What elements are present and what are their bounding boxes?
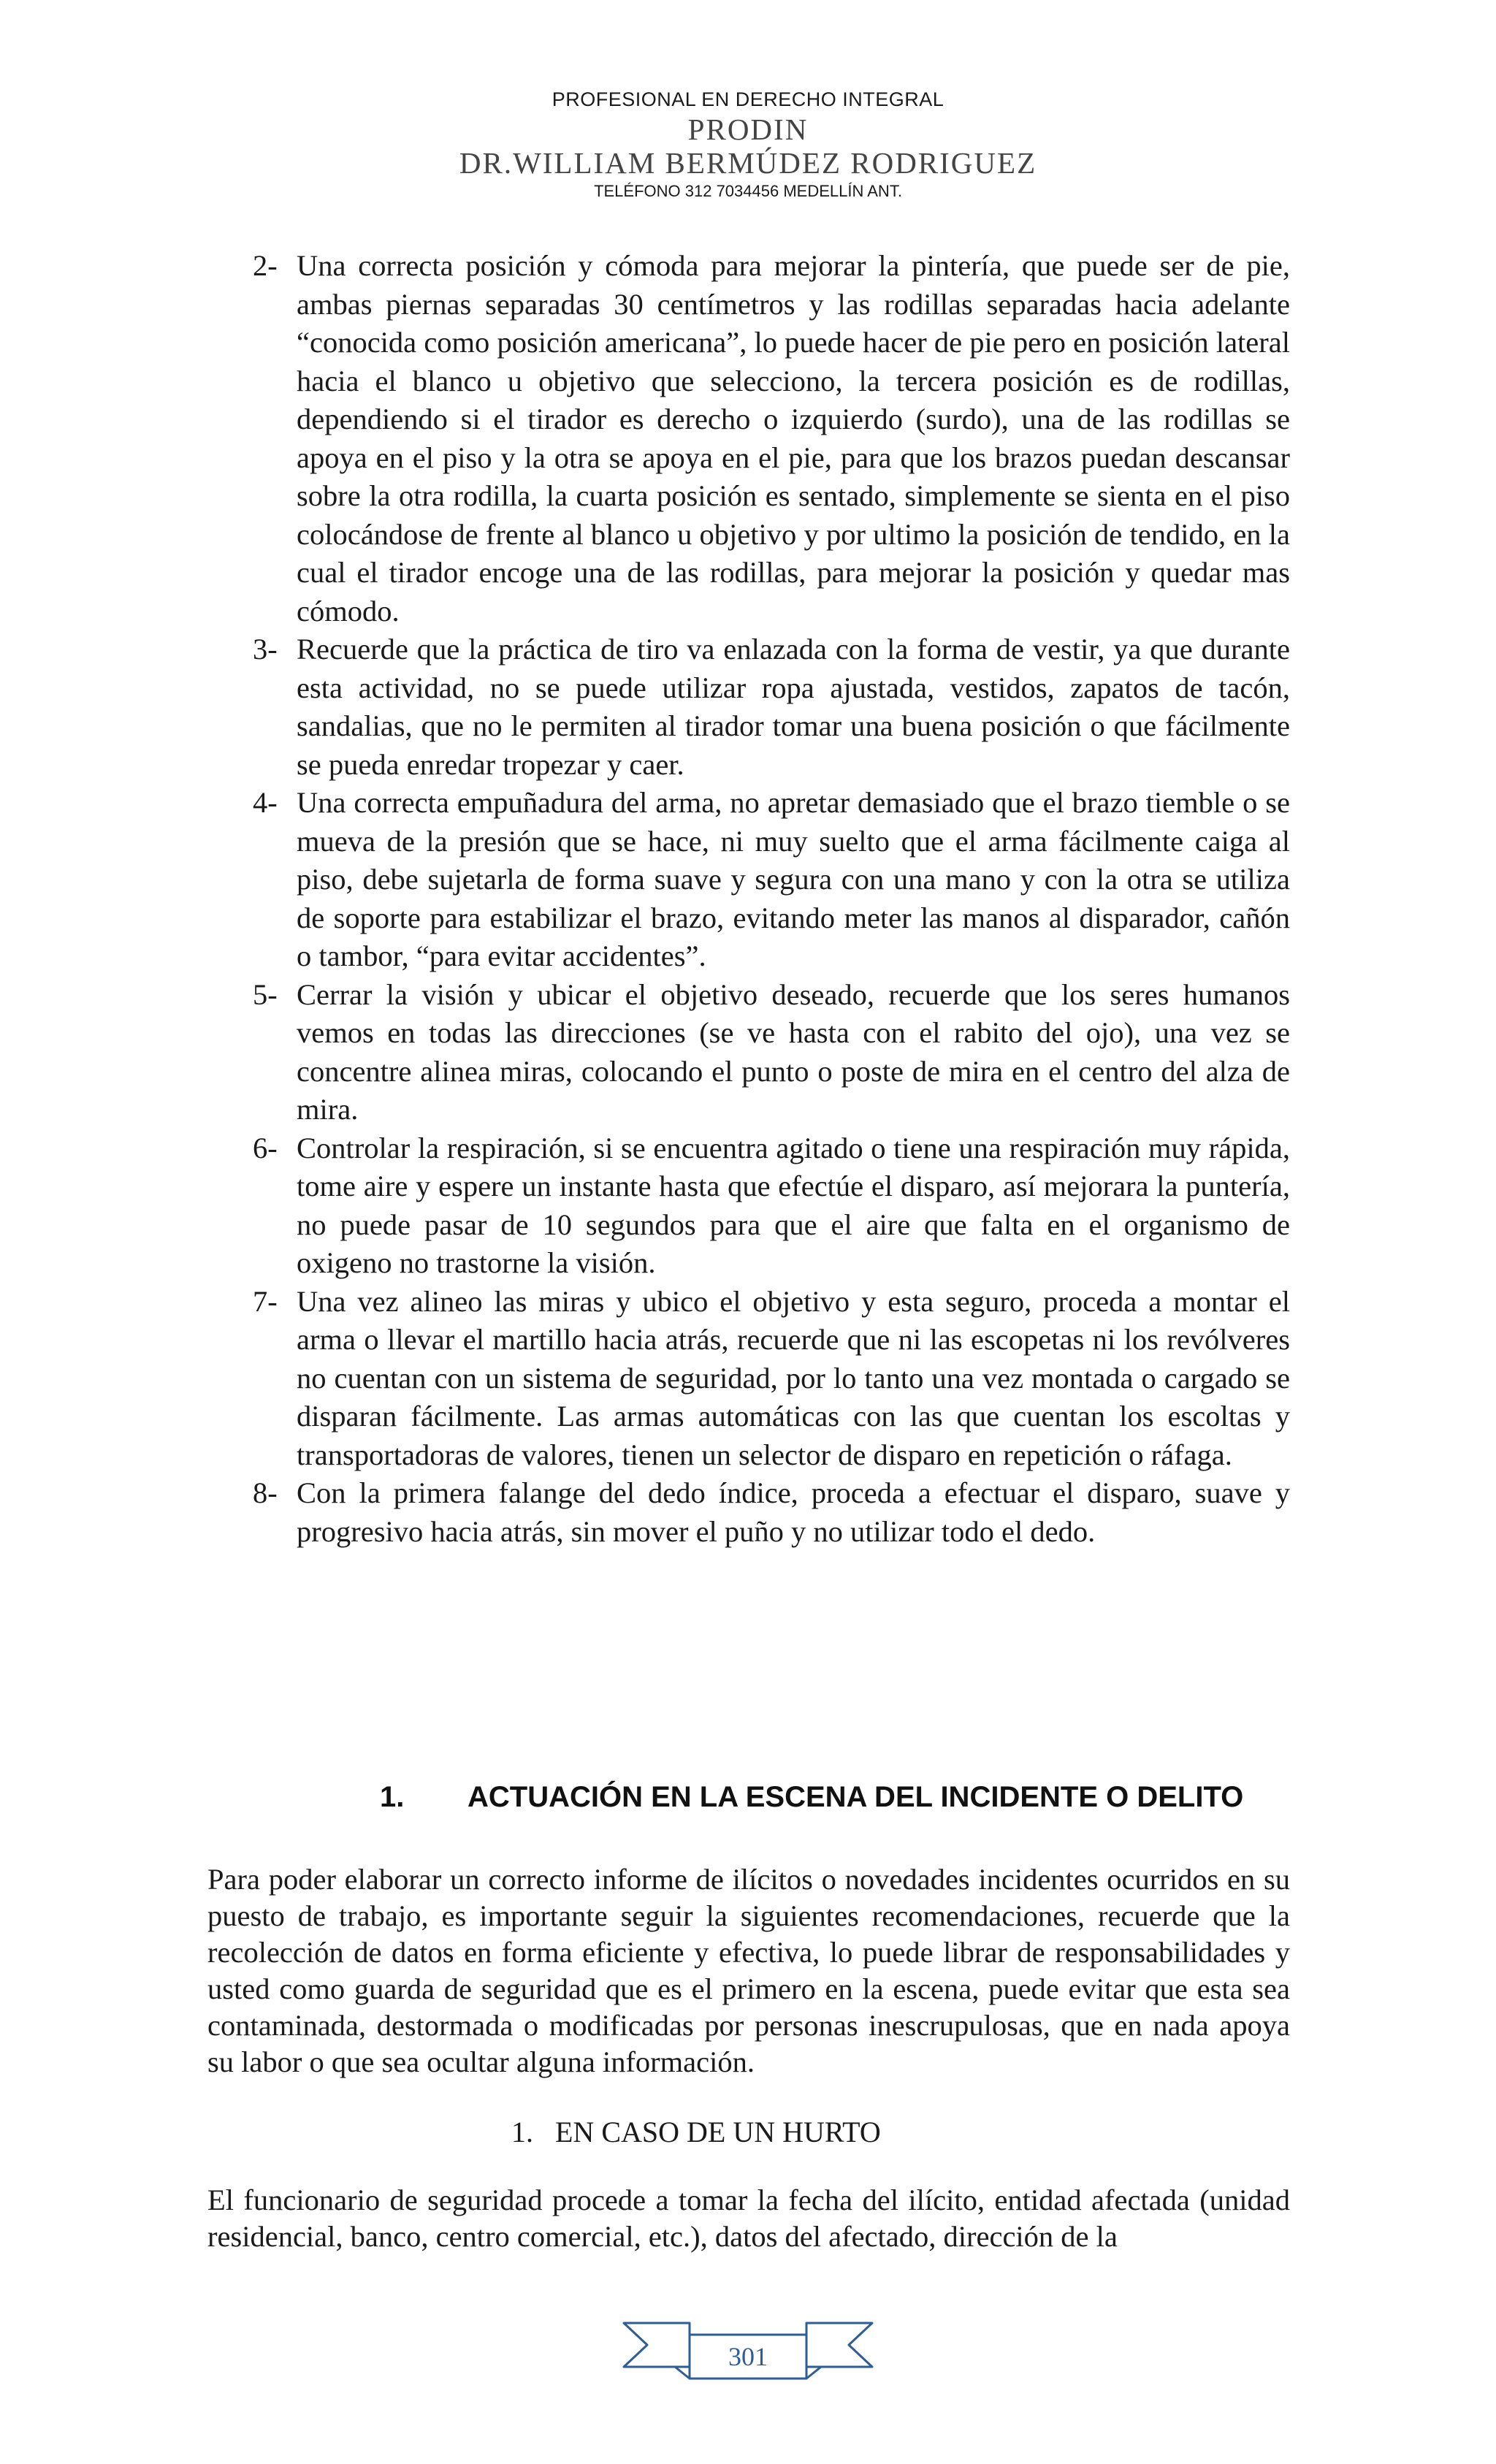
list-item-text: Recuerde que la práctica de tiro va enlazada con la forma de vestir, ya que durante esta actividad, no se puede utilizar ropa ajustada, vestidos, zapatos de tacón, sandalias, que no le permiten al tirador tomar una buena posición o que fácilmente se pueda enredar tropezar y caer. <box>297 633 1290 781</box>
subsection-heading <box>511 2115 881 2149</box>
list-item-number: 4- <box>253 786 278 819</box>
header-brand: PRODIN <box>687 112 809 146</box>
list-item-text: Una correcta posición y cómoda para mejorar la pintería, que puede ser de pie, ambas piernas separadas 30 centímetros y las rodillas separadas hacia adelante “conocida como posición americana”, lo puede hacer de pie pero en posición lateral hacia el blanco u objetivo que selecciono, la tercera posición es de rodillas, dependiendo si el tirador es derecho o izquierdo (surdo), una de las rodillas se apoya en el piso y la otra se apoya en el pie, para que los brazos puedan descansar sobre la otra rodilla, la cuarta posición es sentado, simplemente se sienta en el piso colocándose de frente al blanco u objetivo y por ultimo la posición de tendido, en la cual el tirador encoge una de las rodillas, para mejorar la posición y quedar mas cómodo. <box>297 249 1290 628</box>
list-item-number: 7- <box>253 1284 278 1318</box>
list-item <box>253 784 1290 976</box>
list-item-number: 8- <box>253 1476 278 1509</box>
list-item-text: Controlar la respiración, si se encuentra agitado o tiene una respiración muy rápida, tome aire y espere un instante hasta que efectúe el disparo, así mejorara la puntería, no puede pasar de 10 segundos para que el aire que falta en el organismo de oxigeno no trastorne la visión. <box>297 1131 1290 1279</box>
header-profession: PROFESIONAL EN DERECHO INTEGRAL <box>552 88 944 110</box>
page-header <box>0 86 1496 203</box>
list-item <box>253 1474 1290 1551</box>
subsection-number: 1. <box>511 2116 533 2148</box>
list-item-text: Cerrar la visión y ubicar el objetivo deseado, recuerde que los seres humanos vemos en todas las direcciones (se ve hasta con el rabito del ojo), una vez se concentre alinea miras, colocando el punto o poste de mira en el centro del alza de mira. <box>297 977 1290 1126</box>
subsection-title: EN CASO DE UN HURTO <box>555 2116 881 2148</box>
paragraph-hurto: El funcionario de seguridad procede a tomar la fecha del ilícito, entidad afectada (unidad residencial, banco, centro comercial, etc.), datos del afectado, dirección de la <box>207 2183 1290 2253</box>
section-number: 1. <box>380 1781 405 1813</box>
section-heading <box>380 1781 1329 1814</box>
list-item <box>253 630 1290 784</box>
list-item-number: 2- <box>253 249 278 282</box>
list-item <box>253 976 1290 1129</box>
page-number: 301 <box>728 2342 768 2371</box>
list-item-number: 3- <box>253 633 278 665</box>
numbered-list <box>253 247 1290 1551</box>
header-author: DR.WILLIAM BERMÚDEZ RODRIGUEZ <box>459 146 1037 180</box>
header-contact: TELÉFONO 312 7034456 MEDELLÍN ANT. <box>594 182 902 200</box>
page-number-ribbon <box>621 2314 875 2393</box>
list-item-number: 5- <box>253 977 278 1011</box>
list-item <box>253 247 1290 630</box>
list-item-text: Una vez alineo las miras y ubico el objetivo y esta seguro, proceda a montar el arma o llevar el martillo hacia atrás, recuerde que ni las escopetas ni los revólveres no cuentan con un sistema de seguridad, por lo tanto una vez montada o cargado se disparan fácilmente. Las armas automáticas con las que cuentan los escoltas y transportadoras de valores, tienen un selector de disparo en repetición o ráfaga. <box>297 1284 1290 1471</box>
list-item-text: Una correcta empuñadura del arma, no apretar demasiado que el brazo tiemble o se mueva de la presión que se hace, ni muy suelto que el arma fácilmente caiga al piso, debe sujetarla de forma suave y segura con una mano y con la otra se utiliza de soporte para estabilizar el brazo, evitando meter las manos al disparador, cañón o tambor, “para evitar accidentes”. <box>297 786 1290 972</box>
paragraph-intro: Para poder elaborar un correcto informe de ilícitos o novedades incidentes ocurridos en su puesto de trabajo, es importante seguir la siguientes recomendaciones, recuerde que la recolección de datos en forma eficiente y efectiva, lo puede librar de responsabilidades y usted como guarda de seguridad que es el primero en la escena, puede evitar que esta sea contaminada, destormada o modificadas por personas inescrupulosas, que en nada apoya su labor o que sea ocultar alguna información. <box>207 1863 1290 2078</box>
list-item <box>253 1129 1290 1283</box>
list-item-number: 6- <box>253 1131 278 1164</box>
list-item-text: Con la primera falange del dedo índice, proceda a efectuar el disparo, suave y progresivo hacia atrás, sin mover el puño y no utilizar todo el dedo. <box>297 1476 1290 1548</box>
list-item <box>253 1283 1290 1475</box>
section-title: ACTUACIÓN EN LA ESCENA DEL INCIDENTE O DELITO <box>468 1781 1244 1813</box>
